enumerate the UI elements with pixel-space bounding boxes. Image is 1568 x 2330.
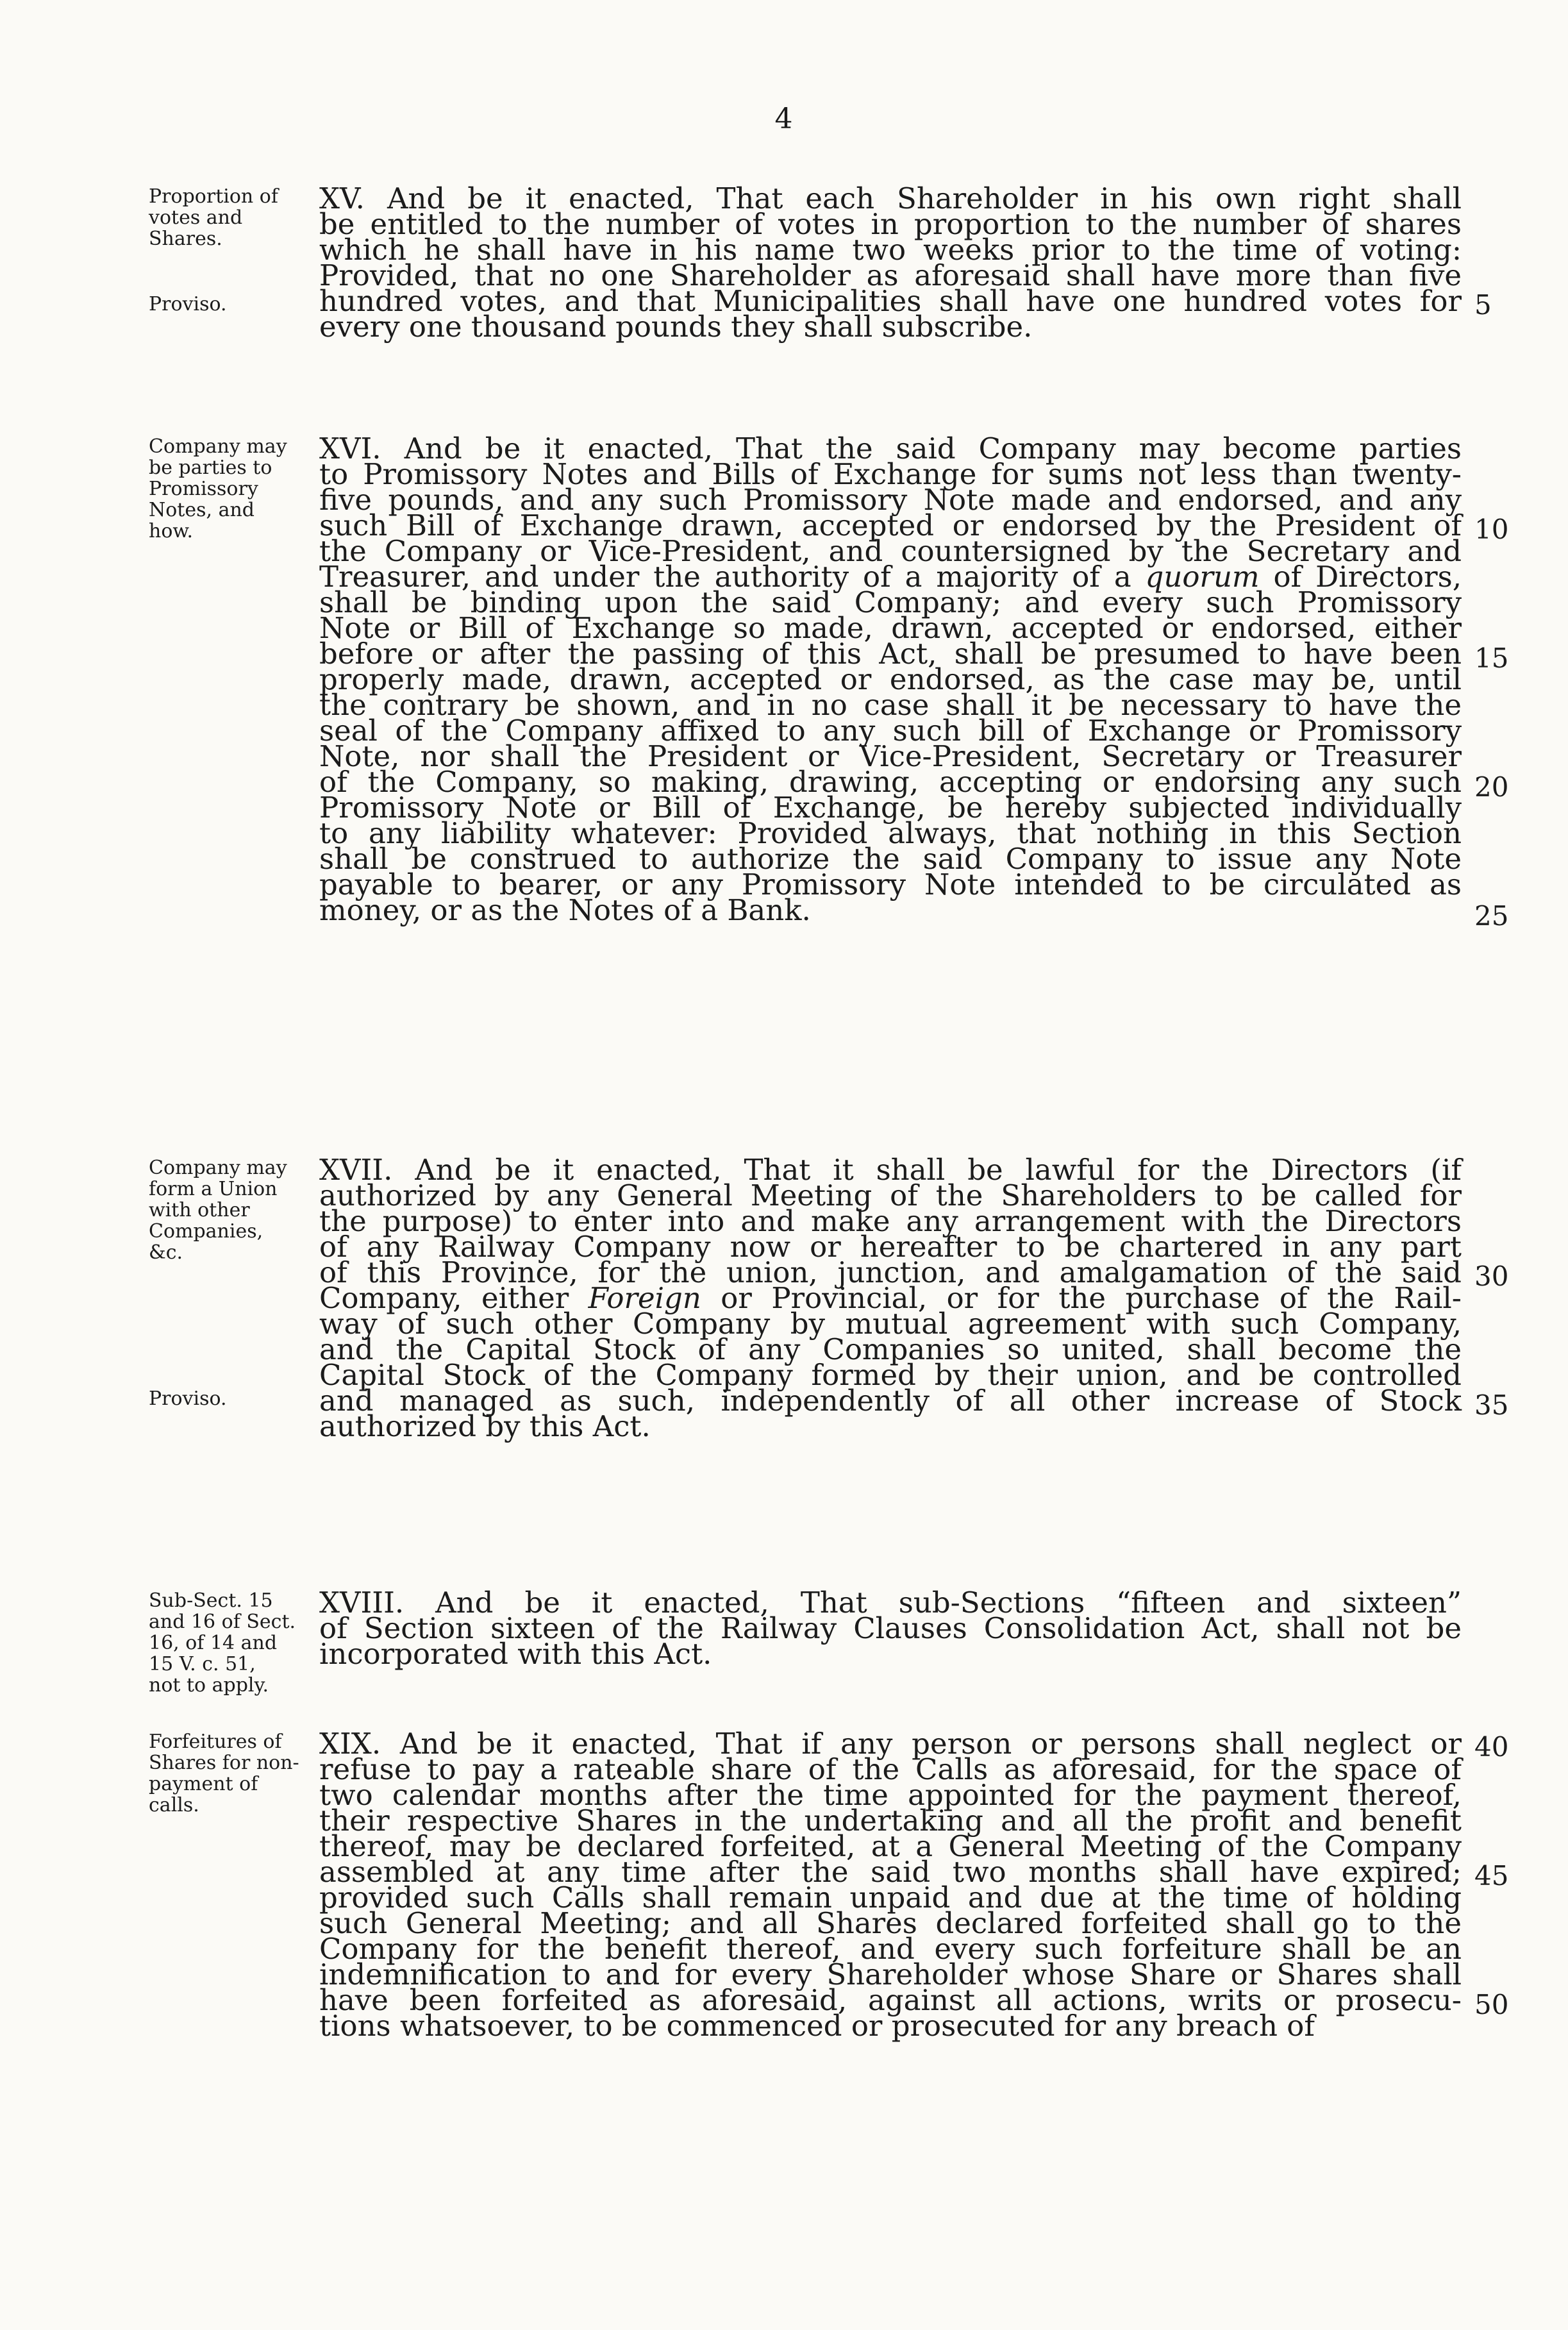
- text-line: and managed as such, independently of all other increase of Stock: [319, 1384, 1462, 1418]
- text-line: tions whatsoever, to be commenced or prosecuted for any breach of: [319, 2009, 1315, 2043]
- text-line: incorporated with this Act.: [319, 1637, 712, 1671]
- text-line: five pounds, and any such Promissory Note made and endorsed, and any: [319, 483, 1462, 517]
- text-line: the purpose) to enter into and make any arrangement with the Directors: [319, 1204, 1462, 1238]
- margin-note-line: Company may: [149, 1157, 287, 1179]
- margin-note-line: calls.: [149, 1794, 199, 1816]
- line-number: 15: [1474, 642, 1509, 674]
- section-text: [319, 1727, 1462, 2043]
- margin-note-line: how.: [149, 520, 194, 542]
- text-line: Company, either Foreign or Provincial, or for the purchase of the Rail-: [319, 1281, 1462, 1315]
- margin-note-line: Sub-Sect. 15: [149, 1589, 273, 1612]
- margin-note-line: votes and: [149, 206, 243, 229]
- text-line: money, or as the Notes of a Bank.: [319, 893, 811, 927]
- text-line: Capital Stock of the Company formed by their union, and be controlled: [319, 1358, 1462, 1392]
- text-line: Provided, that no one Shareholder as aforesaid shall have more than five: [319, 258, 1462, 292]
- text-line: of the Company, so making, drawing, accepting or endorsing any such: [319, 765, 1462, 799]
- line-number: 45: [1474, 1860, 1509, 1891]
- margin-note-line: 15 V. c. 51,: [149, 1653, 256, 1675]
- text-line: shall be construed to authorize the said Company to issue any Note: [319, 842, 1462, 876]
- text-line: properly made, drawn, accepted or endorsed, as the case may be, until: [319, 662, 1462, 696]
- text-line: their respective Shares in the undertaking and all the profit and benefit: [319, 1804, 1462, 1838]
- text-line: assembled at any time after the said two months shall have expired;: [319, 1855, 1462, 1889]
- margin-note-line: Company may: [149, 435, 287, 458]
- text-line: payable to bearer, or any Promissory Note intended to be circulated as: [319, 867, 1462, 901]
- text-line: XV. And be it enacted, That each Shareholder in his own right shall: [319, 181, 1462, 215]
- margin-note-line: Proviso.: [149, 293, 227, 315]
- margin-note: [149, 294, 322, 315]
- margin-note-line: Proportion of: [149, 185, 278, 208]
- text-line: every one thousand pounds they shall subscribe.: [319, 310, 1033, 344]
- line-number: 20: [1474, 771, 1509, 803]
- text-line: two calendar months after the time appointed for the payment thereof,: [319, 1778, 1462, 1812]
- text-line: the contrary be shown, and in no case shall it be necessary to have the: [319, 688, 1462, 722]
- margin-note-line: Shares.: [149, 228, 222, 250]
- text-line: Company for the benefit thereof, and every such forfeiture shall be an: [319, 1932, 1462, 1966]
- section-text: [319, 1153, 1462, 1443]
- text-line: thereof, may be declared forfeited, at a General Meeting of the Company: [319, 1829, 1462, 1863]
- margin-note-line: 16, of 14 and: [149, 1632, 278, 1654]
- margin-note-line: form a Union: [149, 1178, 278, 1200]
- margin-note: [149, 1388, 322, 1409]
- text-line: refuse to pay a rateable share of the Calls as aforesaid, for the space of: [319, 1752, 1462, 1786]
- text-line: to Promissory Notes and Bills of Exchange for sums not less than twenty-: [319, 457, 1462, 491]
- text-line: seal of the Company affixed to any such bill of Exchange or Promissory: [319, 714, 1462, 748]
- margin-note-line: not to apply.: [149, 1674, 269, 1697]
- text-line: XVIII. And be it enacted, That sub-Sections “fifteen and sixteen”: [319, 1586, 1462, 1620]
- text-line: XIX. And be it enacted, That if any person or persons shall neglect or: [319, 1727, 1462, 1761]
- text-line: of this Province, for the union, junction, and amalgamation of the said: [319, 1255, 1462, 1289]
- line-number: 25: [1474, 900, 1509, 932]
- margin-note-line: Shares for non-: [149, 1752, 299, 1774]
- margin-note-line: be parties to: [149, 457, 272, 479]
- page-number: 4: [774, 103, 794, 135]
- text-line: of Section sixteen of the Railway Clauses Consolidation Act, shall not be: [319, 1611, 1462, 1645]
- margin-note-line: Companies,: [149, 1220, 263, 1243]
- margin-note-line: payment of: [149, 1773, 258, 1795]
- text-line: XVI. And be it enacted, That the said Company may become parties: [319, 432, 1462, 465]
- text-line: authorized by this Act.: [319, 1409, 651, 1443]
- text-line: be entitled to the number of votes in proportion to the number of shares: [319, 207, 1462, 241]
- text-line: such Bill of Exchange drawn, accepted or endorsed by the President of: [319, 508, 1462, 542]
- text-line: provided such Calls shall remain unpaid and due at the time of holding: [319, 1881, 1462, 1915]
- margin-note: [149, 436, 322, 542]
- margin-note: [149, 1590, 322, 1696]
- text-line: to any liability whatever: Provided always, that nothing in this Section: [319, 816, 1462, 850]
- text-line: indemnification to and for every Shareholder whose Share or Shares shall: [319, 1957, 1462, 1991]
- text-line: of any Railway Company now or hereafter to be chartered in any part: [319, 1230, 1462, 1264]
- text-line: Note or Bill of Exchange so made, drawn, accepted or endorsed, either: [319, 611, 1462, 645]
- margin-note-line: and 16 of Sect.: [149, 1611, 296, 1633]
- margin-note: [149, 1731, 322, 1816]
- section-text: [319, 432, 1462, 927]
- text-line: before or after the passing of this Act, shall be presumed to have been: [319, 637, 1462, 671]
- text-line: way of such other Company by mutual agreement with such Company,: [319, 1307, 1462, 1341]
- line-number: 40: [1474, 1731, 1509, 1763]
- section-text: [319, 181, 1462, 344]
- margin-note-line: Promissory: [149, 478, 258, 500]
- line-number: 5: [1474, 289, 1492, 321]
- text-line: XVII. And be it enacted, That it shall be lawful for the Directors (if: [319, 1153, 1462, 1187]
- margin-note-line: Forfeitures of: [149, 1731, 282, 1753]
- text-line: the Company or Vice-President, and countersigned by the Secretary and: [319, 534, 1462, 568]
- text-line: and the Capital Stock of any Companies so united, shall become the: [319, 1332, 1462, 1366]
- margin-note-line: Proviso.: [149, 1387, 227, 1410]
- line-number: 35: [1474, 1389, 1509, 1421]
- text-line: Promissory Note or Bill of Exchange, be hereby subjected individually: [319, 791, 1462, 825]
- line-number: 30: [1474, 1260, 1509, 1292]
- line-number: 10: [1474, 513, 1509, 545]
- margin-note-line: Notes, and: [149, 499, 254, 521]
- margin-note: [149, 1157, 322, 1263]
- margin-note: [149, 186, 322, 249]
- text-line: Treasurer, and under the authority of a majority of a quorum of Directors,: [319, 560, 1462, 594]
- text-line: have been forfeited as aforesaid, against all actions, writs or prosecu-: [319, 1983, 1462, 2017]
- text-line: such General Meeting; and all Shares declared forfeited shall go to the: [319, 1906, 1462, 1940]
- margin-note-line: with other: [149, 1199, 250, 1221]
- margin-note-line: &c.: [149, 1241, 183, 1264]
- text-line: Note, nor shall the President or Vice-President, Secretary or Treasurer: [319, 739, 1462, 773]
- text-line: which he shall have in his name two weeks prior to the time of voting:: [319, 233, 1462, 267]
- text-line: authorized by any General Meeting of the Shareholders to be called for: [319, 1178, 1462, 1212]
- line-number: 50: [1474, 1989, 1509, 2020]
- text-line: shall be binding upon the said Company; and every such Promissory: [319, 585, 1462, 619]
- section-text: [319, 1586, 1462, 1671]
- text-line: hundred votes, and that Municipalities shall have one hundred votes for: [319, 284, 1462, 318]
